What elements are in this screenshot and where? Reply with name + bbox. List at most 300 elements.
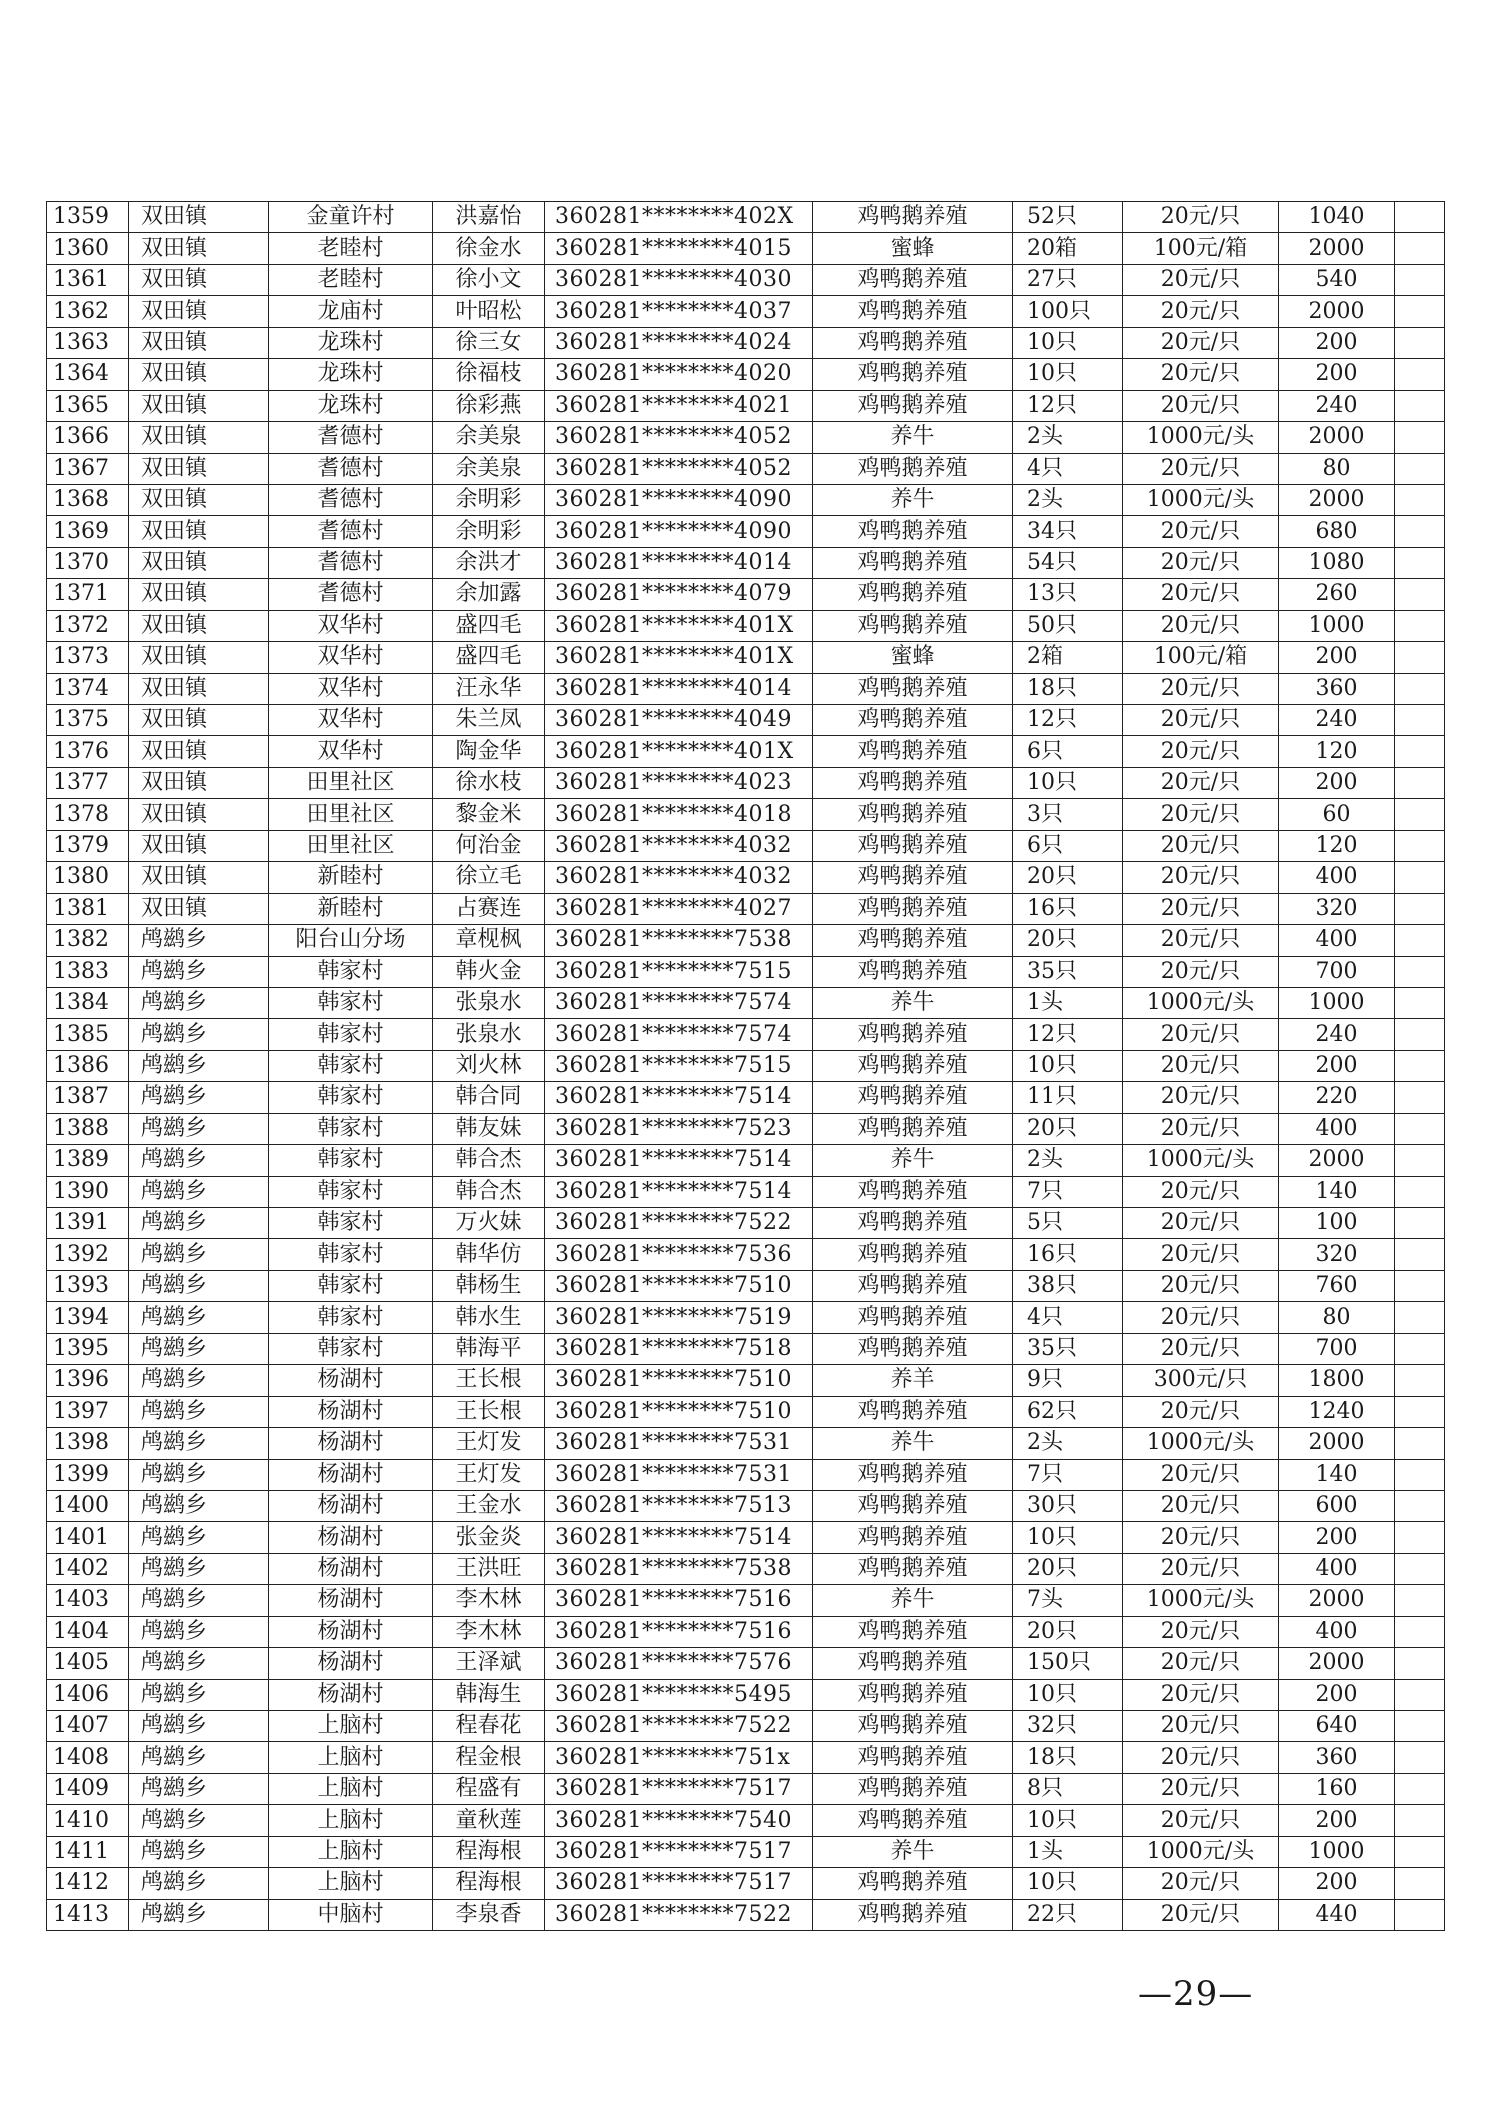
township-cell: 鸬鹚乡 xyxy=(129,1302,269,1333)
table-row xyxy=(47,579,1445,610)
row-number-cell: 1413 xyxy=(47,1899,129,1930)
blank-cell xyxy=(1395,1019,1445,1050)
row-number-cell: 1406 xyxy=(47,1679,129,1710)
row-number-cell: 1384 xyxy=(47,987,129,1018)
name-cell: 洪嘉怡 xyxy=(433,202,545,233)
village-cell: 韩家村 xyxy=(269,1208,433,1239)
id-number-cell: 360281********7514 xyxy=(545,1145,813,1176)
table-row xyxy=(47,296,1445,327)
blank-cell xyxy=(1395,547,1445,578)
village-cell: 双华村 xyxy=(269,673,433,704)
unit-price-cell: 1000元/头 xyxy=(1123,1145,1279,1176)
blank-cell xyxy=(1395,1805,1445,1836)
village-cell: 杨湖村 xyxy=(269,1585,433,1616)
table-row xyxy=(47,1019,1445,1050)
quantity-cell: 8只 xyxy=(1013,1773,1123,1804)
blank-cell xyxy=(1395,579,1445,610)
project-cell: 鸡鸭鹅养殖 xyxy=(813,296,1013,327)
township-cell: 鸬鹚乡 xyxy=(129,1805,269,1836)
unit-price-cell: 300元/只 xyxy=(1123,1365,1279,1396)
project-cell: 鸡鸭鹅养殖 xyxy=(813,547,1013,578)
subsidy-table xyxy=(46,201,1445,1931)
project-cell: 鸡鸭鹅养殖 xyxy=(813,736,1013,767)
village-cell: 田里社区 xyxy=(269,830,433,861)
township-cell: 双田镇 xyxy=(129,673,269,704)
table-row xyxy=(47,327,1445,358)
unit-price-cell: 20元/只 xyxy=(1123,1490,1279,1521)
table-row xyxy=(47,1365,1445,1396)
village-cell: 杨湖村 xyxy=(269,1490,433,1521)
unit-price-cell: 20元/只 xyxy=(1123,327,1279,358)
project-cell: 鸡鸭鹅养殖 xyxy=(813,327,1013,358)
amount-cell: 160 xyxy=(1279,1773,1395,1804)
township-cell: 鸬鹚乡 xyxy=(129,1333,269,1364)
id-number-cell: 360281********4023 xyxy=(545,767,813,798)
table-row xyxy=(47,1270,1445,1301)
quantity-cell: 20只 xyxy=(1013,1616,1123,1647)
village-cell: 韩家村 xyxy=(269,1333,433,1364)
name-cell: 王泽斌 xyxy=(433,1648,545,1679)
township-cell: 鸬鹚乡 xyxy=(129,1711,269,1742)
amount-cell: 60 xyxy=(1279,799,1395,830)
id-number-cell: 360281********4052 xyxy=(545,453,813,484)
row-number-cell: 1362 xyxy=(47,296,129,327)
name-cell: 韩杨生 xyxy=(433,1270,545,1301)
id-number-cell: 360281********7536 xyxy=(545,1239,813,1270)
blank-cell xyxy=(1395,1585,1445,1616)
table-row xyxy=(47,1522,1445,1553)
village-cell: 上脑村 xyxy=(269,1805,433,1836)
township-cell: 鸬鹚乡 xyxy=(129,1239,269,1270)
amount-cell: 2000 xyxy=(1279,1428,1395,1459)
blank-cell xyxy=(1395,893,1445,924)
row-number-cell: 1366 xyxy=(47,422,129,453)
unit-price-cell: 20元/只 xyxy=(1123,610,1279,641)
table-row xyxy=(47,1145,1445,1176)
blank-cell xyxy=(1395,1270,1445,1301)
unit-price-cell: 20元/只 xyxy=(1123,1396,1279,1427)
unit-price-cell: 20元/只 xyxy=(1123,1679,1279,1710)
unit-price-cell: 1000元/头 xyxy=(1123,422,1279,453)
project-cell: 鸡鸭鹅养殖 xyxy=(813,705,1013,736)
village-cell: 龙珠村 xyxy=(269,327,433,358)
row-number-cell: 1373 xyxy=(47,642,129,673)
name-cell: 盛四毛 xyxy=(433,642,545,673)
project-cell: 鸡鸭鹅养殖 xyxy=(813,862,1013,893)
blank-cell xyxy=(1395,1428,1445,1459)
name-cell: 徐福枝 xyxy=(433,359,545,390)
table-row xyxy=(47,1082,1445,1113)
project-cell: 鸡鸭鹅养殖 xyxy=(813,1333,1013,1364)
township-cell: 鸬鹚乡 xyxy=(129,1396,269,1427)
row-number-cell: 1403 xyxy=(47,1585,129,1616)
name-cell: 黎金米 xyxy=(433,799,545,830)
blank-cell xyxy=(1395,264,1445,295)
amount-cell: 240 xyxy=(1279,1019,1395,1050)
amount-cell: 2000 xyxy=(1279,484,1395,515)
blank-cell xyxy=(1395,736,1445,767)
id-number-cell: 360281********4027 xyxy=(545,893,813,924)
name-cell: 韩合杰 xyxy=(433,1145,545,1176)
id-number-cell: 360281********7514 xyxy=(545,1082,813,1113)
quantity-cell: 7只 xyxy=(1013,1176,1123,1207)
name-cell: 王洪旺 xyxy=(433,1553,545,1584)
table-row xyxy=(47,390,1445,421)
table-row xyxy=(47,202,1445,233)
name-cell: 余美泉 xyxy=(433,422,545,453)
amount-cell: 760 xyxy=(1279,1270,1395,1301)
id-number-cell: 360281********7510 xyxy=(545,1270,813,1301)
village-cell: 韩家村 xyxy=(269,1113,433,1144)
blank-cell xyxy=(1395,1302,1445,1333)
name-cell: 王灯发 xyxy=(433,1459,545,1490)
blank-cell xyxy=(1395,516,1445,547)
quantity-cell: 10只 xyxy=(1013,327,1123,358)
name-cell: 韩合同 xyxy=(433,1082,545,1113)
amount-cell: 200 xyxy=(1279,1868,1395,1899)
unit-price-cell: 20元/只 xyxy=(1123,359,1279,390)
project-cell: 鸡鸭鹅养殖 xyxy=(813,1868,1013,1899)
project-cell: 养牛 xyxy=(813,987,1013,1018)
unit-price-cell: 20元/只 xyxy=(1123,1082,1279,1113)
amount-cell: 360 xyxy=(1279,1742,1395,1773)
project-cell: 鸡鸭鹅养殖 xyxy=(813,1490,1013,1521)
blank-cell xyxy=(1395,1459,1445,1490)
name-cell: 徐立毛 xyxy=(433,862,545,893)
amount-cell: 120 xyxy=(1279,736,1395,767)
id-number-cell: 360281********401X xyxy=(545,642,813,673)
name-cell: 徐金水 xyxy=(433,233,545,264)
name-cell: 程海根 xyxy=(433,1868,545,1899)
quantity-cell: 7头 xyxy=(1013,1585,1123,1616)
row-number-cell: 1391 xyxy=(47,1208,129,1239)
name-cell: 李木林 xyxy=(433,1616,545,1647)
township-cell: 双田镇 xyxy=(129,516,269,547)
quantity-cell: 6只 xyxy=(1013,736,1123,767)
township-cell: 鸬鹚乡 xyxy=(129,1176,269,1207)
row-number-cell: 1405 xyxy=(47,1648,129,1679)
township-cell: 双田镇 xyxy=(129,296,269,327)
id-number-cell: 360281********7538 xyxy=(545,925,813,956)
row-number-cell: 1372 xyxy=(47,610,129,641)
village-cell: 龙珠村 xyxy=(269,390,433,421)
township-cell: 双田镇 xyxy=(129,359,269,390)
id-number-cell: 360281********4030 xyxy=(545,264,813,295)
quantity-cell: 34只 xyxy=(1013,516,1123,547)
amount-cell: 200 xyxy=(1279,642,1395,673)
name-cell: 刘火林 xyxy=(433,1050,545,1081)
row-number-cell: 1380 xyxy=(47,862,129,893)
name-cell: 徐彩燕 xyxy=(433,390,545,421)
table-row xyxy=(47,830,1445,861)
table-row xyxy=(47,1050,1445,1081)
project-cell: 鸡鸭鹅养殖 xyxy=(813,1742,1013,1773)
blank-cell xyxy=(1395,1490,1445,1521)
table-row xyxy=(47,956,1445,987)
unit-price-cell: 20元/只 xyxy=(1123,1019,1279,1050)
name-cell: 程盛有 xyxy=(433,1773,545,1804)
village-cell: 上脑村 xyxy=(269,1773,433,1804)
village-cell: 韩家村 xyxy=(269,1176,433,1207)
unit-price-cell: 20元/只 xyxy=(1123,1805,1279,1836)
id-number-cell: 360281********401X xyxy=(545,610,813,641)
township-cell: 鸬鹚乡 xyxy=(129,1868,269,1899)
row-number-cell: 1378 xyxy=(47,799,129,830)
row-number-cell: 1396 xyxy=(47,1365,129,1396)
quantity-cell: 12只 xyxy=(1013,1019,1123,1050)
row-number-cell: 1399 xyxy=(47,1459,129,1490)
unit-price-cell: 1000元/头 xyxy=(1123,484,1279,515)
row-number-cell: 1361 xyxy=(47,264,129,295)
quantity-cell: 54只 xyxy=(1013,547,1123,578)
project-cell: 蜜蜂 xyxy=(813,642,1013,673)
village-cell: 韩家村 xyxy=(269,956,433,987)
amount-cell: 700 xyxy=(1279,956,1395,987)
unit-price-cell: 1000元/头 xyxy=(1123,1428,1279,1459)
blank-cell xyxy=(1395,359,1445,390)
id-number-cell: 360281********7514 xyxy=(545,1176,813,1207)
table-row xyxy=(47,987,1445,1018)
project-cell: 鸡鸭鹅养殖 xyxy=(813,516,1013,547)
unit-price-cell: 20元/只 xyxy=(1123,1239,1279,1270)
name-cell: 余明彩 xyxy=(433,484,545,515)
project-cell: 鸡鸭鹅养殖 xyxy=(813,1648,1013,1679)
unit-price-cell: 100元/箱 xyxy=(1123,233,1279,264)
id-number-cell: 360281********4021 xyxy=(545,390,813,421)
project-cell: 鸡鸭鹅养殖 xyxy=(813,1459,1013,1490)
project-cell: 鸡鸭鹅养殖 xyxy=(813,610,1013,641)
quantity-cell: 10只 xyxy=(1013,1522,1123,1553)
village-cell: 韩家村 xyxy=(269,1019,433,1050)
village-cell: 杨湖村 xyxy=(269,1428,433,1459)
table-row xyxy=(47,516,1445,547)
project-cell: 鸡鸭鹅养殖 xyxy=(813,579,1013,610)
table-row xyxy=(47,1836,1445,1867)
id-number-cell: 360281********7515 xyxy=(545,956,813,987)
project-cell: 养牛 xyxy=(813,484,1013,515)
project-cell: 鸡鸭鹅养殖 xyxy=(813,956,1013,987)
id-number-cell: 360281********4015 xyxy=(545,233,813,264)
unit-price-cell: 20元/只 xyxy=(1123,1302,1279,1333)
blank-cell xyxy=(1395,202,1445,233)
project-cell: 鸡鸭鹅养殖 xyxy=(813,1302,1013,1333)
table-row xyxy=(47,422,1445,453)
village-cell: 杨湖村 xyxy=(269,1648,433,1679)
quantity-cell: 11只 xyxy=(1013,1082,1123,1113)
row-number-cell: 1400 xyxy=(47,1490,129,1521)
village-cell: 金童许村 xyxy=(269,202,433,233)
blank-cell xyxy=(1395,1082,1445,1113)
unit-price-cell: 20元/只 xyxy=(1123,1648,1279,1679)
amount-cell: 80 xyxy=(1279,453,1395,484)
table-row xyxy=(47,893,1445,924)
blank-cell xyxy=(1395,296,1445,327)
township-cell: 双田镇 xyxy=(129,893,269,924)
table-row xyxy=(47,484,1445,515)
id-number-cell: 360281********4090 xyxy=(545,516,813,547)
unit-price-cell: 20元/只 xyxy=(1123,830,1279,861)
row-number-cell: 1412 xyxy=(47,1868,129,1899)
unit-price-cell: 20元/只 xyxy=(1123,264,1279,295)
blank-cell xyxy=(1395,390,1445,421)
unit-price-cell: 1000元/头 xyxy=(1123,1836,1279,1867)
id-number-cell: 360281********751x xyxy=(545,1742,813,1773)
name-cell: 程海根 xyxy=(433,1836,545,1867)
village-cell: 耆德村 xyxy=(269,547,433,578)
blank-cell xyxy=(1395,1208,1445,1239)
blank-cell xyxy=(1395,1742,1445,1773)
township-cell: 鸬鹚乡 xyxy=(129,1616,269,1647)
township-cell: 双田镇 xyxy=(129,233,269,264)
unit-price-cell: 20元/只 xyxy=(1123,453,1279,484)
unit-price-cell: 20元/只 xyxy=(1123,1176,1279,1207)
unit-price-cell: 20元/只 xyxy=(1123,516,1279,547)
township-cell: 鸬鹚乡 xyxy=(129,1428,269,1459)
village-cell: 中脑村 xyxy=(269,1899,433,1930)
township-cell: 鸬鹚乡 xyxy=(129,1208,269,1239)
unit-price-cell: 20元/只 xyxy=(1123,1522,1279,1553)
amount-cell: 320 xyxy=(1279,893,1395,924)
quantity-cell: 38只 xyxy=(1013,1270,1123,1301)
quantity-cell: 10只 xyxy=(1013,1868,1123,1899)
row-number-cell: 1364 xyxy=(47,359,129,390)
township-cell: 双田镇 xyxy=(129,390,269,421)
township-cell: 双田镇 xyxy=(129,327,269,358)
township-cell: 鸬鹚乡 xyxy=(129,1773,269,1804)
name-cell: 徐三女 xyxy=(433,327,545,358)
id-number-cell: 360281********7514 xyxy=(545,1522,813,1553)
quantity-cell: 30只 xyxy=(1013,1490,1123,1521)
blank-cell xyxy=(1395,1113,1445,1144)
name-cell: 王长根 xyxy=(433,1365,545,1396)
quantity-cell: 3只 xyxy=(1013,799,1123,830)
unit-price-cell: 100元/箱 xyxy=(1123,642,1279,673)
village-cell: 双华村 xyxy=(269,736,433,767)
blank-cell xyxy=(1395,233,1445,264)
amount-cell: 400 xyxy=(1279,862,1395,893)
unit-price-cell: 20元/只 xyxy=(1123,1270,1279,1301)
amount-cell: 260 xyxy=(1279,579,1395,610)
id-number-cell: 360281********7517 xyxy=(545,1836,813,1867)
quantity-cell: 2箱 xyxy=(1013,642,1123,673)
row-number-cell: 1395 xyxy=(47,1333,129,1364)
township-cell: 双田镇 xyxy=(129,610,269,641)
township-cell: 鸬鹚乡 xyxy=(129,1459,269,1490)
unit-price-cell: 20元/只 xyxy=(1123,767,1279,798)
amount-cell: 2000 xyxy=(1279,1648,1395,1679)
project-cell: 养牛 xyxy=(813,1428,1013,1459)
quantity-cell: 18只 xyxy=(1013,1742,1123,1773)
blank-cell xyxy=(1395,642,1445,673)
project-cell: 鸡鸭鹅养殖 xyxy=(813,1082,1013,1113)
row-number-cell: 1388 xyxy=(47,1113,129,1144)
township-cell: 鸬鹚乡 xyxy=(129,1522,269,1553)
unit-price-cell: 20元/只 xyxy=(1123,925,1279,956)
township-cell: 鸬鹚乡 xyxy=(129,1113,269,1144)
id-number-cell: 360281********4032 xyxy=(545,862,813,893)
name-cell: 叶昭松 xyxy=(433,296,545,327)
blank-cell xyxy=(1395,1616,1445,1647)
id-number-cell: 360281********4014 xyxy=(545,673,813,704)
township-cell: 双田镇 xyxy=(129,453,269,484)
name-cell: 韩水生 xyxy=(433,1302,545,1333)
row-number-cell: 1367 xyxy=(47,453,129,484)
unit-price-cell: 20元/只 xyxy=(1123,862,1279,893)
quantity-cell: 150只 xyxy=(1013,1648,1123,1679)
blank-cell xyxy=(1395,830,1445,861)
project-cell: 鸡鸭鹅养殖 xyxy=(813,893,1013,924)
table-row xyxy=(47,1459,1445,1490)
id-number-cell: 360281********4037 xyxy=(545,296,813,327)
unit-price-cell: 20元/只 xyxy=(1123,799,1279,830)
unit-price-cell: 20元/只 xyxy=(1123,1113,1279,1144)
village-cell: 田里社区 xyxy=(269,767,433,798)
project-cell: 养牛 xyxy=(813,422,1013,453)
project-cell: 鸡鸭鹅养殖 xyxy=(813,359,1013,390)
project-cell: 鸡鸭鹅养殖 xyxy=(813,1616,1013,1647)
quantity-cell: 6只 xyxy=(1013,830,1123,861)
id-number-cell: 360281********7531 xyxy=(545,1459,813,1490)
row-number-cell: 1409 xyxy=(47,1773,129,1804)
village-cell: 新睦村 xyxy=(269,893,433,924)
row-number-cell: 1385 xyxy=(47,1019,129,1050)
village-cell: 杨湖村 xyxy=(269,1522,433,1553)
project-cell: 鸡鸭鹅养殖 xyxy=(813,1773,1013,1804)
row-number-cell: 1387 xyxy=(47,1082,129,1113)
name-cell: 万火妹 xyxy=(433,1208,545,1239)
village-cell: 杨湖村 xyxy=(269,1396,433,1427)
quantity-cell: 9只 xyxy=(1013,1365,1123,1396)
village-cell: 老睦村 xyxy=(269,233,433,264)
row-number-cell: 1382 xyxy=(47,925,129,956)
village-cell: 韩家村 xyxy=(269,1270,433,1301)
quantity-cell: 1头 xyxy=(1013,987,1123,1018)
village-cell: 阳台山分场 xyxy=(269,925,433,956)
row-number-cell: 1401 xyxy=(47,1522,129,1553)
name-cell: 余洪才 xyxy=(433,547,545,578)
row-number-cell: 1408 xyxy=(47,1742,129,1773)
row-number-cell: 1379 xyxy=(47,830,129,861)
unit-price-cell: 20元/只 xyxy=(1123,1050,1279,1081)
row-number-cell: 1375 xyxy=(47,705,129,736)
project-cell: 鸡鸭鹅养殖 xyxy=(813,390,1013,421)
township-cell: 鸬鹚乡 xyxy=(129,925,269,956)
amount-cell: 200 xyxy=(1279,1522,1395,1553)
table-row xyxy=(47,1868,1445,1899)
name-cell: 徐小文 xyxy=(433,264,545,295)
row-number-cell: 1376 xyxy=(47,736,129,767)
township-cell: 鸬鹚乡 xyxy=(129,1145,269,1176)
blank-cell xyxy=(1395,1239,1445,1270)
quantity-cell: 62只 xyxy=(1013,1396,1123,1427)
quantity-cell: 35只 xyxy=(1013,956,1123,987)
table-row xyxy=(47,1553,1445,1584)
project-cell: 养牛 xyxy=(813,1145,1013,1176)
quantity-cell: 20箱 xyxy=(1013,233,1123,264)
quantity-cell: 12只 xyxy=(1013,705,1123,736)
unit-price-cell: 20元/只 xyxy=(1123,579,1279,610)
table-row xyxy=(47,1679,1445,1710)
village-cell: 杨湖村 xyxy=(269,1553,433,1584)
name-cell: 朱兰凤 xyxy=(433,705,545,736)
unit-price-cell: 20元/只 xyxy=(1123,1711,1279,1742)
row-number-cell: 1363 xyxy=(47,327,129,358)
blank-cell xyxy=(1395,862,1445,893)
table-row xyxy=(47,1899,1445,1930)
quantity-cell: 10只 xyxy=(1013,1805,1123,1836)
name-cell: 李木林 xyxy=(433,1585,545,1616)
blank-cell xyxy=(1395,1333,1445,1364)
